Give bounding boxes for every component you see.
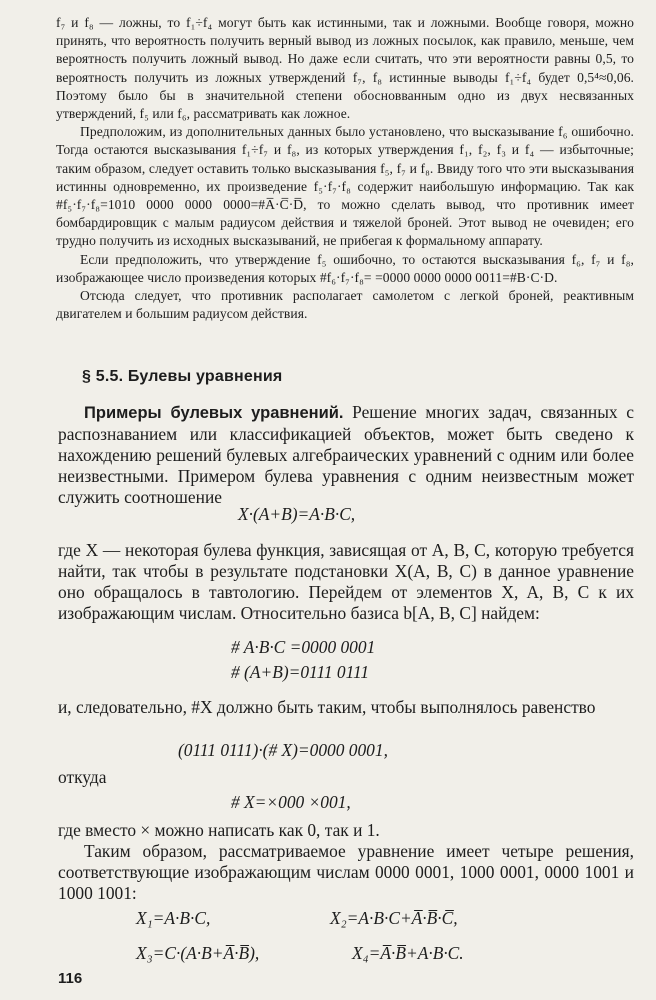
- body-block-2: [58, 540, 634, 624]
- equation-4: (0111 0111)·(# X)=0000 0001,: [178, 740, 388, 760]
- equation-2: # A·B·C =0000 0001: [231, 637, 376, 657]
- paragraph: [58, 402, 634, 508]
- equation-1: X·(A+B)=A·B·C,: [238, 504, 356, 524]
- page-number: 116: [58, 970, 83, 987]
- solution-2: X₂=A·B·C+A̅·B̅·C̅,: [330, 908, 458, 928]
- body-block-3: [58, 697, 634, 718]
- run-in-heading: Примеры булевых уравнений.: [84, 404, 344, 422]
- paragraph: Отсюда следует, что противник располагает самолетом с легкой броней, реактивным двигателем и большим радиусом действия.: [56, 288, 634, 322]
- equation-5: # X=×000 ×001,: [231, 792, 351, 812]
- paragraph: Если предположить, что утверждение f₅ ошибочно, то остаются высказывания f₆, f₇ и f₈, изображающее число произведения которых #f₆·f₇·f₈= =0000 0000 0000 0011=#B·C·D.: [56, 251, 634, 285]
- body-block-4: [58, 767, 634, 788]
- paragraph: откуда: [58, 767, 107, 787]
- paragraph: Предположим, из дополнительных данных было установлено, что высказывание f₆ ошибочно. Тогда остаются высказывания f₁÷f₇ и f₈, из которых утверждения f₁, f₂, f₃ и f₄ — избыточные; таким образом, следует оставить только высказывания f₅, f₇ и f₈. Ввиду того что эти высказывания истинны одновременно, их произведение f₅·f₇·f₈ содержит наибольшую информацию. Так как #f₅·f₇·f₈=1010 0000 0000 0000=#A̅·C̅·D̅, то можно сделать вывод, что противник имеет бомбардировщик с малым радиусом действия и тяжелой броней. Этот вывод не очевиден; его трудно получить из исходных высказываний, не прибегая к формальному аппарату.: [56, 124, 634, 249]
- solution-1: X₁=A·B·C,: [136, 908, 211, 928]
- paragraph: где X — некоторая булева функция, зависящая от A, B, C, которую требуется найти, так чтобы в результате подстановки X(A, B, C) в данное уравнение оно обращалось в тавтологию. Перейдем от элементов X, A, B, C к их изображающим числам. Относительно базиса b[A, B, C] найдем:: [58, 540, 634, 623]
- equation-3: # (A+B)=0111 0111: [231, 662, 370, 682]
- paragraph: где вместо × можно написать как 0, так и 1.: [58, 820, 380, 840]
- section-heading: § 5.5. Булевы уравнения: [82, 368, 283, 385]
- body-block-1: [58, 402, 634, 508]
- paragraph: f₇ и f₈ — ложны, то f₁÷f₄ могут быть как истинными, так и ложными. Вообще говоря, можно принять, что вероятность получить верный вывод из ложных посылок, как правило, меньше, чем вероятность получить ложный вывод. Но даже если считать, что эти вероятности равны 0,5, то вероятность получить из ложных утверждений f₇, f₈ истинные выводы f₁÷f₄ будет 0,5⁴≈0,06. Поэтому было бы в значительной степени обосновванным одно из двух несвязанных утверждений, f₅ или f₆, рассматривать как ложное.: [56, 15, 634, 122]
- body-block-5: [58, 820, 634, 904]
- paragraph: и, следовательно, #X должно быть таким, чтобы выполнялось равенство: [58, 697, 596, 717]
- top-text-block: [56, 14, 634, 323]
- solution-4: X₄=A̅·B̅+A·B·C.: [352, 943, 464, 963]
- paragraph-text: Решение многих задач, связанных с распознаванием или классификацией объектов, может быть сведено к нахождению решений булевых алгебраических уравнений с одним или более неизвестными. Примером булева уравнения с одним неизвестным может служить соотношение: [58, 402, 634, 507]
- paragraph: Таким образом, рассматриваемое уравнение имеет четыре решения, соответствующие изображающим числам 0000 0001, 1000 0001, 0000 1001 и 1000 1001:: [58, 841, 634, 903]
- solution-3: X₃=C·(A·B+A̅·B̅),: [136, 943, 260, 963]
